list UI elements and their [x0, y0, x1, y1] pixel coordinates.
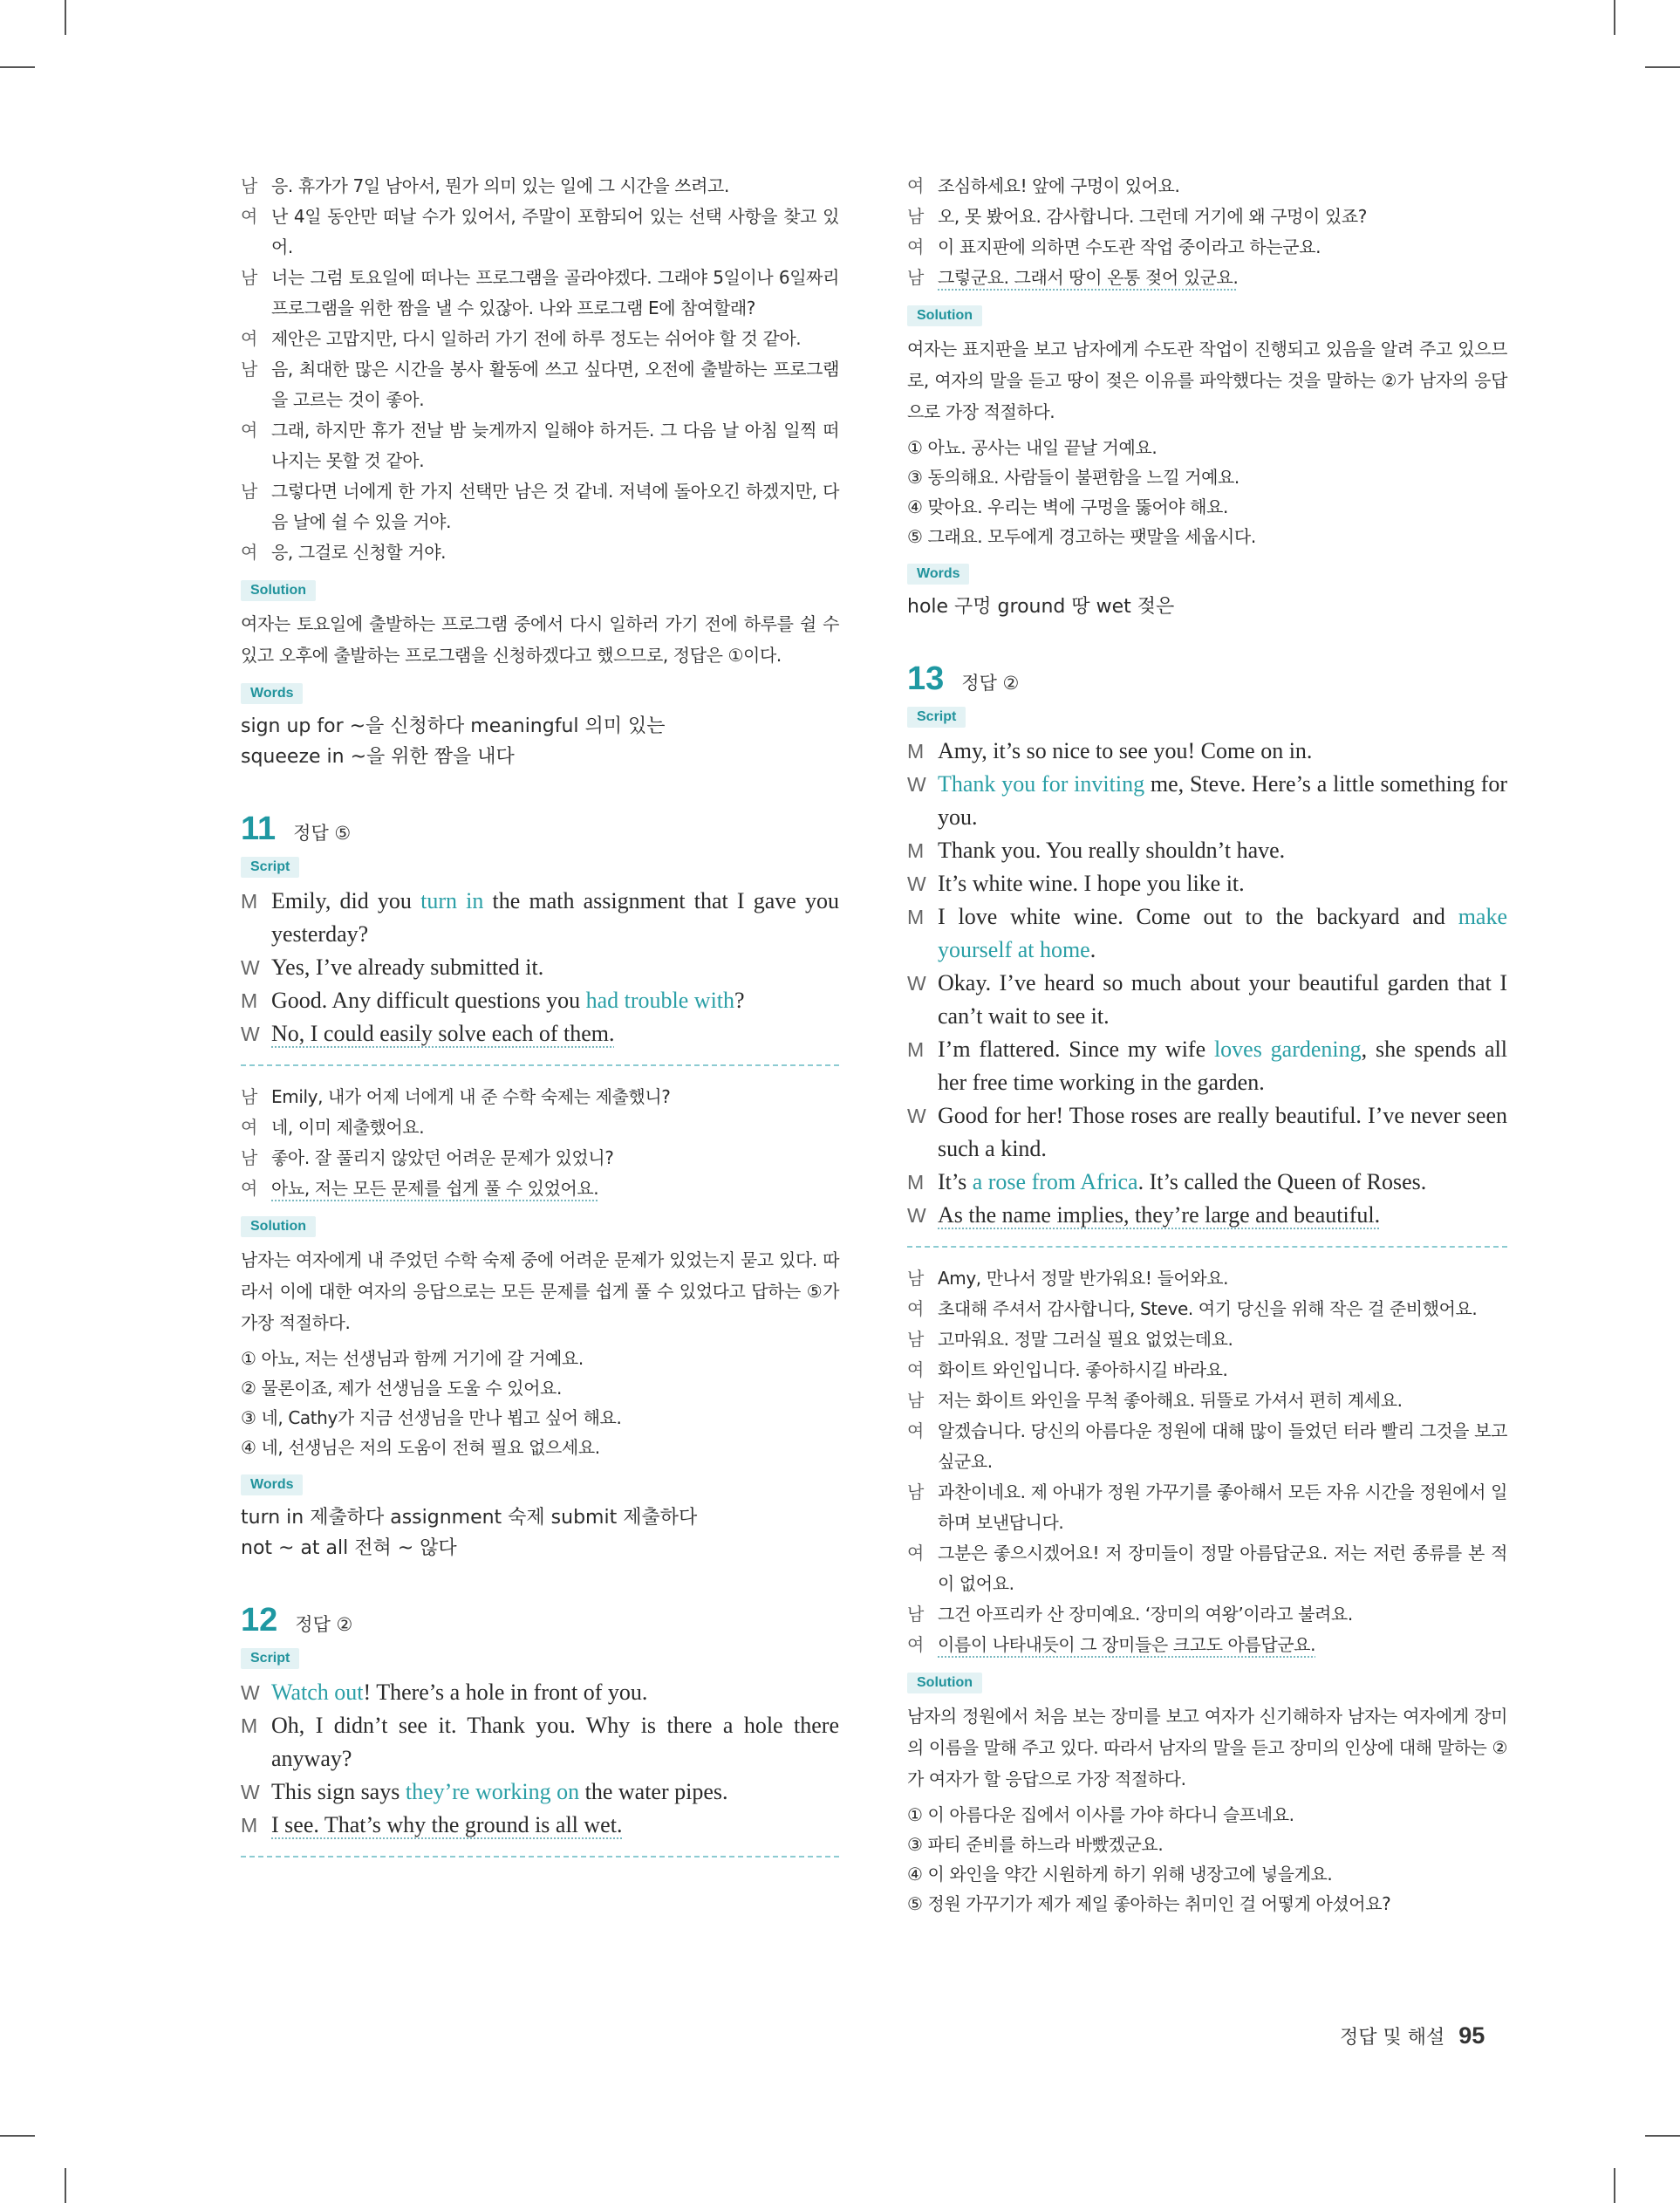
- dialog-line: [241, 354, 839, 415]
- dialog-line: [907, 1477, 1507, 1538]
- key-phrase: make yourself at home: [938, 904, 1507, 962]
- q11-words-line: not ~ at all 전혀 ~ 않다: [241, 1537, 457, 1559]
- dialog-line: [241, 476, 839, 537]
- divider: [241, 1856, 839, 1857]
- q12-solution: 여자는 표지판을 보고 남자에게 수도관 작업이 진행되고 있음을 알려 주고 있으므로, 여자의 말을 듣고 땅이 젖은 이유를 파악했다는 것을 말하는 ②가 남자의 응답으로 가장 적절하다.: [907, 339, 1507, 422]
- dialog-text: [271, 1676, 839, 1709]
- dialog-text: 네, 이미 제출했어요.: [271, 1117, 425, 1138]
- key-phrase: turn in: [420, 888, 484, 913]
- words-tag: Words: [241, 1474, 303, 1495]
- dialog-text: 알겠습니다. 당신의 아름다운 정원에 대해 많이 들었던 터라 빨리 그것을 보고 싶군요.: [938, 1420, 1507, 1472]
- script-tag: Script: [241, 1648, 299, 1669]
- speaker-label: 남: [907, 1604, 924, 1625]
- words-tag: Words: [241, 683, 303, 704]
- solution-tag: Solution: [907, 1673, 982, 1693]
- speaker-label: 남: [907, 1481, 924, 1502]
- q11-header: [241, 811, 839, 848]
- text-segment: . It’s called the Queen of Roses.: [1137, 1169, 1427, 1194]
- dialog-text: [271, 1809, 839, 1842]
- dialog-text: [271, 1709, 839, 1775]
- dialog-line: [907, 1199, 1507, 1232]
- option-item: ② 물론이죠, 제가 선생님을 도울 수 있어요.: [241, 1378, 562, 1399]
- dialog-text: [938, 900, 1507, 967]
- crop-mark: [65, 2168, 66, 2203]
- speaker-label: W: [241, 1023, 260, 1045]
- answer-underline: As the name implies, they’re large and beautiful.: [938, 1202, 1381, 1228]
- text-segment: Oh, I didn’t see it. Thank you. Why is there a hole there anyway?: [271, 1713, 839, 1771]
- dialog-text: [938, 768, 1507, 834]
- option-item: ③ 네, Cathy가 지금 선생님을 만나 뵙고 싶어 해요.: [241, 1407, 622, 1428]
- page-footer: [1340, 2022, 1485, 2049]
- crop-mark: [1614, 2168, 1615, 2203]
- crop-mark: [1614, 0, 1615, 35]
- dialog-text: 제안은 고맙지만, 다시 일하러 가기 전에 하루 정도는 쉬어야 할 것 같아.: [271, 328, 802, 349]
- dialog-text: [271, 984, 839, 1017]
- text-segment: I love white wine. Come out to the backyard and: [938, 904, 1458, 929]
- option-item: ③ 동의해요. 사람들이 불편함을 느낄 거예요.: [907, 467, 1240, 488]
- dialog-text: [938, 1033, 1507, 1099]
- answer-label: 정답 ⑤: [293, 823, 352, 844]
- key-phrase: a rose from Africa: [972, 1169, 1138, 1194]
- q10-solution: 여자는 토요일에 출발하는 프로그램 중에서 다시 일하러 가기 전에 하루를 쉴 수 있고 오후에 출발하는 프로그램을 신청하겠다고 했으므로, 정답은 ①이다.: [241, 613, 839, 666]
- speaker-label: 여: [907, 1298, 924, 1319]
- dialog-text: 화이트 와인입니다. 좋아하시길 바라요.: [938, 1359, 1228, 1380]
- key-phrase: Thank you for inviting: [938, 771, 1145, 797]
- dialog-line: [907, 1166, 1507, 1199]
- answer-underline: 이름이 나타내듯이 그 장미들은 크고도 아름답군요.: [938, 1634, 1316, 1655]
- dialog-text: [938, 263, 1507, 293]
- dialog-line: [907, 1263, 1507, 1294]
- answer-label: 정답 ②: [961, 673, 1020, 694]
- speaker-label: 여: [907, 236, 924, 257]
- speaker-label: 여: [907, 175, 924, 196]
- text-segment: Good for her! Those roses are really beautiful. I’ve never seen such a kind.: [938, 1103, 1507, 1161]
- dialog-text: [938, 1166, 1507, 1199]
- dialog-text: 이 표지판에 의하면 수도관 작업 중이라고 하는군요.: [938, 236, 1321, 257]
- answer-underline: 아뇨, 저는 모든 문제를 쉽게 풀 수 있었어요.: [271, 1178, 599, 1199]
- speaker-label: M: [907, 740, 925, 763]
- dialog-line: [907, 834, 1507, 867]
- speaker-label: 남: [907, 1329, 924, 1350]
- speaker-label: W: [241, 956, 260, 979]
- solution-tag: Solution: [907, 305, 982, 326]
- dialog-text: Emily, 내가 어제 너에게 내 준 수학 숙제는 제출했니?: [271, 1086, 671, 1107]
- text-segment: It’s: [938, 1169, 973, 1194]
- question-number: 11: [241, 811, 277, 847]
- speaker-label: W: [907, 1105, 926, 1127]
- dialog-line: [241, 415, 839, 476]
- dialog-text: 응. 휴가가 7일 남아서, 뭔가 의미 있는 일에 그 시간을 쓰려고.: [271, 175, 729, 196]
- dialog-line: [907, 1324, 1507, 1355]
- dialog-line: [907, 1416, 1507, 1477]
- dialog-text: 고마워요. 정말 그러실 필요 없었는데요.: [938, 1329, 1233, 1350]
- option-item: ① 이 아름다운 집에서 이사를 가야 하다니 슬프네요.: [907, 1804, 1294, 1825]
- dialog-text: [271, 1173, 839, 1204]
- speaker-label: W: [907, 972, 926, 995]
- dialog-line: [907, 768, 1507, 834]
- solution-tag: Solution: [241, 1216, 316, 1237]
- option-item: ⑤ 정원 가꾸기가 제가 제일 좋아하는 취미인 걸 어떻게 아셨어요?: [907, 1893, 1391, 1914]
- key-phrase: loves gardening: [1213, 1037, 1362, 1062]
- speaker-label: 여: [241, 1178, 257, 1199]
- q12-script: [241, 1676, 839, 1842]
- divider: [241, 1064, 839, 1066]
- q13-solution: 남자의 정원에서 처음 보는 장미를 보고 여자가 신기해하자 남자는 여자에게 장미의 이름을 말해 주고 있다. 따라서 남자의 말을 듣고 장미의 인상에 대해 말하는 ②가 여자가 할 응답으로 가장 적절하다.: [907, 1706, 1508, 1789]
- dialog-text: Amy, 만나서 정말 반가워요! 들어와요.: [938, 1268, 1229, 1289]
- crop-mark: [1645, 66, 1680, 68]
- dialog-line: [241, 324, 839, 354]
- dialog-text: 그렇다면 너에게 한 가지 선택만 남은 것 같네. 저녁에 돌아오긴 하겠지만, 다음 날에 쉴 수 있을 거야.: [271, 481, 839, 532]
- text-segment: Yes, I’ve already submitted it.: [271, 954, 544, 980]
- answer-label: 정답 ②: [295, 1614, 353, 1635]
- dialog-text: 그건 아프리카 산 장미예요. ‘장미의 여왕’이라고 불려요.: [938, 1604, 1353, 1625]
- speaker-label: 남: [907, 1268, 924, 1289]
- key-phrase: Watch out: [271, 1680, 364, 1705]
- crop-mark: [0, 2135, 35, 2137]
- dialog-line: [907, 735, 1507, 768]
- dialog-line: [907, 1099, 1507, 1166]
- option-item: ③ 파티 준비를 하느라 바빴겠군요.: [907, 1834, 1164, 1855]
- dialog-text: 응, 그걸로 신청할 거야.: [271, 542, 447, 563]
- dialog-line: [241, 885, 839, 951]
- speaker-label: 여: [907, 1420, 924, 1441]
- q10-words-line: sign up for ~을 신청하다 meaningful 의미 있는: [241, 715, 666, 737]
- dialog-line: [241, 1775, 839, 1809]
- dialog-text: [938, 735, 1507, 768]
- q11-script: [241, 885, 839, 1050]
- dialog-line: [907, 171, 1507, 202]
- dialog-line: [907, 232, 1507, 263]
- dialog-text: [271, 1017, 839, 1050]
- speaker-label: W: [907, 1204, 926, 1227]
- divider: [907, 1246, 1507, 1248]
- q12-translation: [907, 171, 1507, 293]
- dialog-text: [938, 1099, 1507, 1166]
- dialog-line: [241, 1082, 839, 1112]
- dialog-line: [241, 1173, 839, 1204]
- q11-words-line: turn in 제출하다 assignment 숙제 submit 제출하다: [241, 1507, 698, 1529]
- dialog-line: [241, 202, 839, 263]
- dialog-line: [241, 171, 839, 202]
- dialog-text: [938, 834, 1507, 867]
- dialog-line: [907, 1355, 1507, 1385]
- script-tag: Script: [241, 857, 299, 878]
- dialog-line: [241, 1809, 839, 1842]
- dialog-line: [907, 1599, 1507, 1630]
- crop-mark: [1645, 2135, 1680, 2137]
- dialog-text: 너는 그럼 토요일에 떠나는 프로그램을 골라야겠다. 그래야 5일이나 6일짜리 프로그램을 위한 짬을 낼 수 있잖아. 나와 프로그램 E에 참여할래?: [271, 267, 839, 318]
- text-segment: Good. Any difficult questions you: [271, 988, 586, 1013]
- dialog-text: 음, 최대한 많은 시간을 봉사 활동에 쓰고 싶다면, 오전에 출발하는 프로그램을 고르는 것이 좋아.: [271, 359, 839, 410]
- dialog-line: [241, 951, 839, 984]
- q11-solution: 남자는 여자에게 내 주었던 수학 숙제 중에 어려운 문제가 있었는지 묻고 있다. 따라서 이에 대한 여자의 응답으로는 모든 문제를 쉽게 풀 수 있었다고 답하는 ⑤가 가장 적절하다.: [241, 1249, 839, 1333]
- dialog-text: 그분은 좋으시겠어요! 저 장미들이 정말 아름답군요. 저는 저런 종류를 본 적이 없어요.: [938, 1543, 1507, 1594]
- dialog-text: 난 4일 동안만 떠날 수가 있어서, 주말이 포함되어 있는 선택 사항을 찾고 있어.: [271, 206, 839, 257]
- dialog-text: [271, 885, 839, 951]
- solution-tag: Solution: [241, 580, 316, 601]
- page-number: 95: [1458, 2022, 1485, 2049]
- speaker-label: W: [241, 1681, 260, 1704]
- speaker-label: 여: [907, 1359, 924, 1380]
- question-number: 12: [241, 1602, 278, 1639]
- speaker-label: W: [907, 773, 926, 796]
- answer-underline: 그렇군요. 그래서 땅이 온통 젖어 있군요.: [938, 267, 1239, 288]
- answer-underline: No, I could easily solve each of them.: [271, 1021, 615, 1046]
- q13-script: [907, 735, 1507, 1232]
- dialog-text: [938, 867, 1507, 900]
- speaker-label: 여: [241, 420, 257, 441]
- dialog-line: [907, 1033, 1507, 1099]
- speaker-label: 여: [241, 542, 257, 563]
- text-segment: Okay. I’ve heard so much about your beautiful garden that I can’t wait to see it.: [938, 970, 1507, 1029]
- text-segment: ?: [734, 988, 745, 1013]
- q13-header: [907, 660, 1507, 698]
- q13-translation: [907, 1263, 1507, 1660]
- footer-label: 정답 및 해설: [1340, 2027, 1445, 2049]
- speaker-label: 여: [241, 328, 257, 349]
- text-segment: Emily, did you: [271, 888, 421, 913]
- speaker-label: 남: [241, 175, 257, 196]
- speaker-label: 여: [907, 1543, 924, 1563]
- dialog-line: [241, 1709, 839, 1775]
- text-segment: It’s white wine. I hope you like it.: [938, 871, 1245, 896]
- q12-words-line: hole 구멍 ground 땅 wet 젖은: [907, 596, 1175, 618]
- dialog-line: [907, 967, 1507, 1033]
- option-item: ④ 이 와인을 약간 시원하게 하기 위해 냉장고에 넣을게요.: [907, 1864, 1333, 1885]
- dialog-line: [907, 1630, 1507, 1660]
- dialog-line: [907, 1294, 1507, 1324]
- option-item: ⑤ 그래요. 모두에게 경고하는 팻말을 세웁시다.: [907, 526, 1256, 547]
- dialog-line: [241, 1112, 839, 1143]
- script-tag: Script: [907, 707, 966, 728]
- crop-mark: [0, 66, 35, 68]
- dialog-text: 조심하세요! 앞에 구멍이 있어요.: [938, 175, 1180, 196]
- speaker-label: 남: [907, 206, 924, 227]
- text-segment: me, Steve. Here’s a little something for you.: [938, 771, 1507, 830]
- crop-mark: [65, 0, 66, 35]
- option-item: ④ 네, 선생님은 저의 도움이 전혀 필요 없으세요.: [241, 1437, 600, 1458]
- dialog-line: [907, 900, 1507, 967]
- dialog-text: 그래, 하지만 휴가 전날 밤 늦게까지 일해야 하거든. 그 다음 날 아침 일찍 떠나지는 못할 것 같아.: [271, 420, 839, 471]
- speaker-label: 남: [241, 1086, 257, 1107]
- q12-header: [241, 1602, 839, 1639]
- speaker-label: M: [241, 1714, 258, 1737]
- text-segment: .: [1089, 937, 1096, 962]
- dialog-text: [271, 1775, 839, 1809]
- q10-words-line: squeeze in ~을 위한 짬을 내다: [241, 746, 515, 768]
- dialog-text: 오, 못 봤어요. 감사합니다. 그런데 거기에 왜 구멍이 있죠?: [938, 206, 1367, 227]
- dialog-text: 좋아. 잘 풀리지 않았던 어려운 문제가 있었니?: [271, 1147, 614, 1168]
- text-segment: I’m flattered. Since my wife: [938, 1037, 1214, 1062]
- speaker-label: M: [907, 1038, 925, 1061]
- dialog-line: [241, 1676, 839, 1709]
- speaker-label: 여: [241, 206, 257, 227]
- text-segment: This sign says: [271, 1779, 406, 1804]
- speaker-label: 남: [907, 267, 924, 288]
- q11-translation: [241, 1082, 839, 1204]
- dialog-text: [271, 951, 839, 984]
- speaker-label: 여: [241, 1117, 257, 1138]
- dialog-line: [241, 1143, 839, 1173]
- dialog-line: [907, 867, 1507, 900]
- left-column: [241, 171, 839, 1873]
- speaker-label: M: [241, 1814, 258, 1837]
- text-segment: ! There’s a hole in front of you.: [363, 1680, 648, 1705]
- dialog-text: [938, 1630, 1507, 1660]
- speaker-label: M: [907, 1171, 925, 1194]
- dialog-line: [907, 1538, 1507, 1599]
- option-item: ④ 맞아요. 우리는 벽에 구멍을 뚫어야 해요.: [907, 496, 1228, 517]
- dialog-line: [241, 263, 839, 324]
- speaker-label: 남: [241, 1147, 257, 1168]
- key-phrase: they’re working on: [405, 1779, 580, 1804]
- speaker-label: M: [907, 839, 925, 862]
- dialog-line: [241, 984, 839, 1017]
- dialog-line: [907, 202, 1507, 232]
- speaker-label: 남: [241, 267, 257, 288]
- speaker-label: W: [907, 872, 926, 895]
- dialog-text: 초대해 주셔서 감사합니다, Steve. 여기 당신을 위해 작은 걸 준비했어요.: [938, 1298, 1478, 1319]
- dialog-line: [907, 1385, 1507, 1416]
- right-column: [907, 171, 1507, 1919]
- speaker-label: 남: [241, 359, 257, 380]
- speaker-label: 여: [907, 1634, 924, 1655]
- option-item: ① 아뇨, 저는 선생님과 함께 거기에 갈 거예요.: [241, 1348, 584, 1369]
- speaker-label: 남: [907, 1390, 924, 1411]
- key-phrase: had trouble with: [585, 988, 735, 1013]
- dialog-text: [938, 967, 1507, 1033]
- dialog-line: [241, 1017, 839, 1050]
- speaker-label: M: [241, 890, 258, 913]
- dialog-line: [241, 537, 839, 568]
- dialog-line: [907, 263, 1507, 293]
- option-item: ① 아뇨. 공사는 내일 끝날 거예요.: [907, 437, 1158, 458]
- speaker-label: M: [241, 989, 258, 1012]
- words-tag: Words: [907, 564, 969, 585]
- question-number: 13: [907, 660, 945, 697]
- dialog-text: 저는 화이트 와인을 무척 좋아해요. 뒤뜰로 가셔서 편히 계세요.: [938, 1390, 1403, 1411]
- answer-underline: I see. That’s why the ground is all wet.: [271, 1812, 623, 1837]
- text-segment: the water pipes.: [579, 1779, 728, 1804]
- speaker-label: W: [241, 1781, 260, 1803]
- q10-transcript-end: [241, 171, 839, 568]
- text-segment: the math assignment that I gave you yesterday?: [271, 888, 840, 947]
- text-segment: , she spends all her free time working in the garden.: [938, 1037, 1508, 1095]
- speaker-label: 남: [241, 481, 257, 502]
- speaker-label: M: [907, 906, 925, 928]
- text-segment: Thank you. You really shouldn’t have.: [938, 838, 1286, 863]
- dialog-text: 과찬이네요. 제 아내가 정원 가꾸기를 좋아해서 모든 자유 시간을 정원에서 일하며 보낸답니다.: [938, 1481, 1507, 1533]
- text-segment: Amy, it’s so nice to see you! Come on in.: [938, 738, 1313, 763]
- dialog-text: [938, 1199, 1507, 1232]
